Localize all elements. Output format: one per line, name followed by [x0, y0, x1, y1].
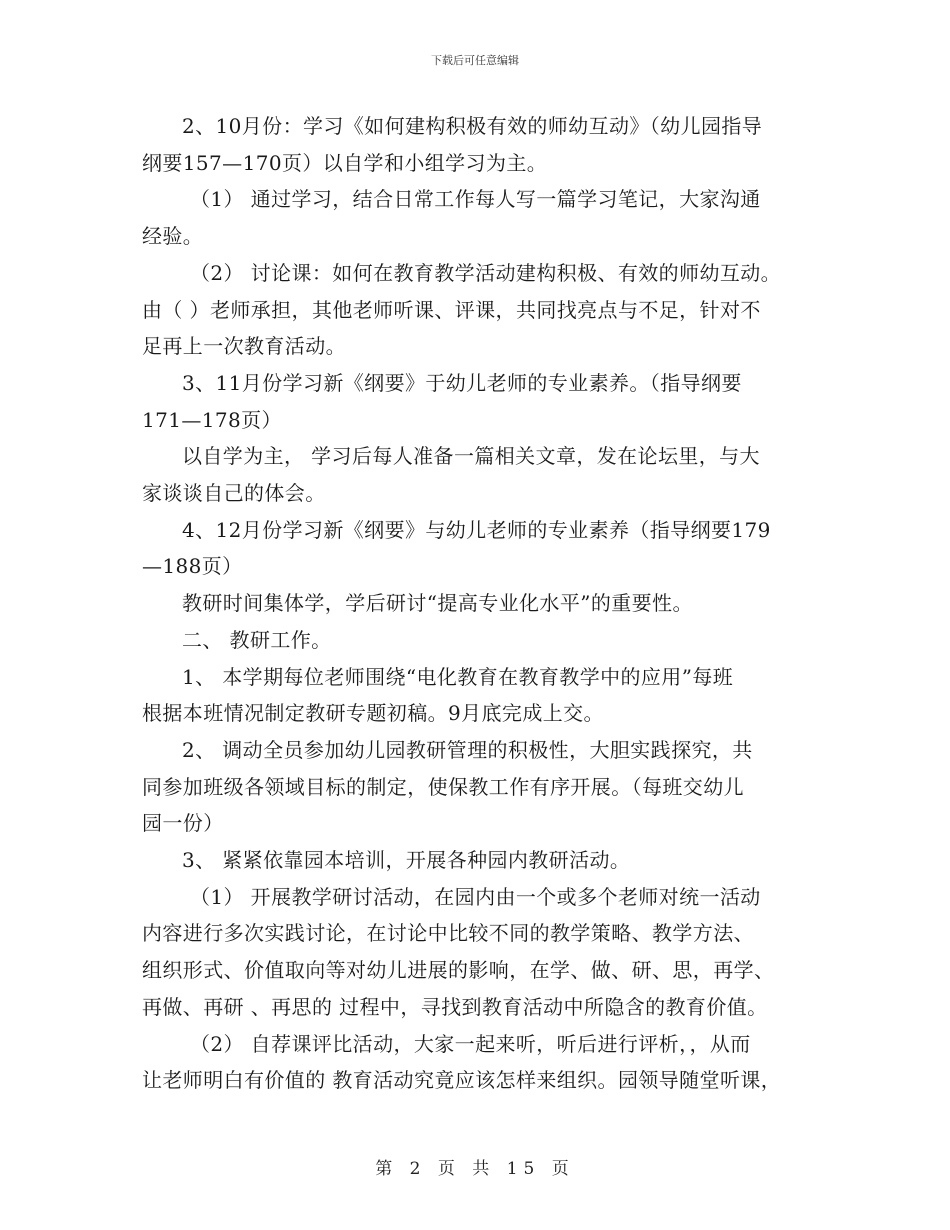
text-line: （2） 讨论课：如何在教育教学活动建构积极、有效的师幼互动。	[190, 260, 782, 285]
text-line: 纲要157—170页）以自学和小组学习为主。	[142, 150, 548, 175]
text-line: 4、12月份学习新《纲要》与幼儿老师的专业素养（指导纲要179	[182, 517, 771, 542]
text-line: 由（ ）老师承担，其他老师听课、评课，共同找亮点与不足，针对不	[142, 297, 761, 322]
page-header: 下载后可任意编辑	[431, 54, 519, 67]
text-line: 再做、再研 、再思的 过程中，寻找到教育活动中所隐含的教育价值。	[142, 994, 768, 1019]
section-heading: 二、 教研工作。	[182, 627, 332, 652]
text-line: —188页）	[142, 554, 243, 579]
text-line: （1） 开展教学研讨活动，在园内由一个或多个老师对统一活动	[190, 884, 761, 909]
text-line: （1） 通过学习，结合日常工作每人写一篇学习笔记，大家沟通	[190, 187, 761, 212]
text-line: 3、 紧紧依靠园本培训，开展各种园内教研活动。	[182, 848, 631, 873]
text-line: 组织形式、价值取向等对幼儿进展的影响，在学、做、研、思，再学、	[142, 958, 775, 983]
text-line: 以自学为主， 学习后每人准备一篇相关文章，发在论坛里，与大	[182, 444, 760, 469]
page-number-footer: 第 2 页 共 15 页	[375, 1159, 575, 1179]
text-line: 教研时间集体学，学后研讨“提高专业化水平”的重要性。	[182, 591, 693, 616]
text-line: 足再上一次教育活动。	[142, 334, 346, 359]
text-line: 让老师明白有价值的 教育活动究竟应该怎样来组织。园领导随堂听课，	[142, 1068, 782, 1093]
text-line: 园一份）	[142, 811, 224, 836]
text-line: 根据本班情况制定教研专题初稿。9月底完成上交。	[142, 701, 604, 726]
text-line: 内容进行多次实践讨论，在讨论中比较不同的教学策略、教学方法、	[142, 921, 754, 946]
text-line: 2、10月份：学习《如何建构积极有效的师幼互动》（幼儿园指导	[182, 114, 763, 138]
text-line: 同参加班级各领域目标的制定，使保教工作有序开展。（每班交幼儿	[142, 774, 744, 799]
text-line: （2） 自荐课评比活动，大家一起来听，听后进行评析，，从而	[190, 1031, 751, 1056]
text-line: 171—178页）	[142, 407, 282, 432]
text-line: 经验。	[142, 224, 204, 249]
text-line: 1、 本学期每位老师围绕“电化教育在教育教学中的应用”每班	[182, 664, 734, 689]
text-line: 家谈谈自己的体会。	[142, 481, 326, 506]
text-line: 3、11月份学习新《纲要》于幼儿老师的专业素养。（指导纲要	[182, 370, 742, 395]
text-line: 2、 调动全员参加幼儿园教研管理的积极性，大胆实践探究，共	[182, 737, 753, 762]
document-body	[142, 108, 812, 1099]
